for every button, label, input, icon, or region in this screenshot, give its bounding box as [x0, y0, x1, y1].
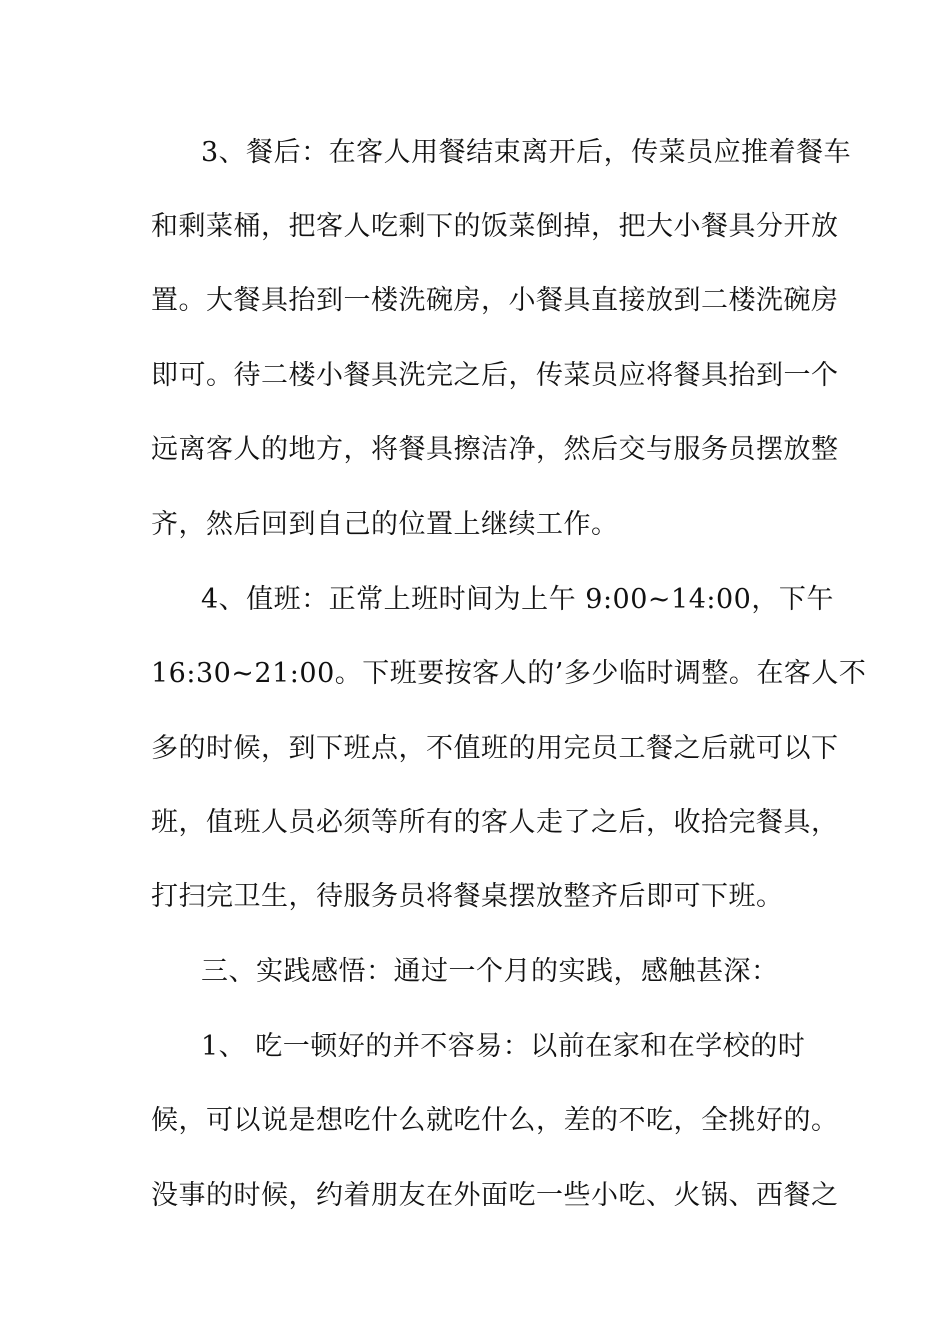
paragraph-s3-1-line-3: 没事的时候，约着朋友在外面吃一些小吃、火锅、西餐之 — [151, 1180, 839, 1211]
paragraph-3-line-4: 即可。待二楼小餐具洗完之后，传菜员应将餐具抬到一个 — [151, 360, 839, 391]
paragraph-4-line-2: 16:30~21:00。下班要按客人的’多少临时调整。在客人不 — [151, 658, 867, 689]
section-3-heading: 三、实践感悟：通过一个月的实践，感触甚深： — [201, 956, 779, 987]
paragraph-4-line-5: 打扫完卫生，待服务员将餐桌摆放整齐后即可下班。 — [151, 881, 784, 912]
paragraph-3-line-1: 3、餐后：在客人用餐结束离开后，传菜员应推着餐车 — [201, 137, 852, 168]
paragraph-3-line-6: 齐，然后回到自己的位置上继续工作。 — [151, 509, 619, 540]
paragraph-4-line-3: 多的时候，到下班点，不值班的用完员工餐之后就可以下 — [151, 733, 839, 764]
paragraph-s3-1-line-2: 候，可以说是想吃什么就吃什么，差的不吃，全挑好的。 — [151, 1105, 839, 1136]
paragraph-4-line-1: 4、值班：正常上班时间为上午 9:00~14:00，下午 — [201, 584, 834, 615]
paragraph-3-line-5: 远离客人的地方，将餐具擦洁净，然后交与服务员摆放整 — [151, 434, 839, 465]
paragraph-4-line-4: 班，值班人员必须等所有的客人走了之后，收拾完餐具， — [151, 807, 839, 838]
paragraph-3-line-3: 置。大餐具抬到一楼洗碗房，小餐具直接放到二楼洗碗房 — [151, 285, 839, 316]
paragraph-s3-1-line-1: 1、 吃一顿好的并不容易：以前在家和在学校的时 — [201, 1031, 806, 1062]
paragraph-3-line-2: 和剩菜桶，把客人吃剩下的饭菜倒掉，把大小餐具分开放 — [151, 211, 839, 242]
